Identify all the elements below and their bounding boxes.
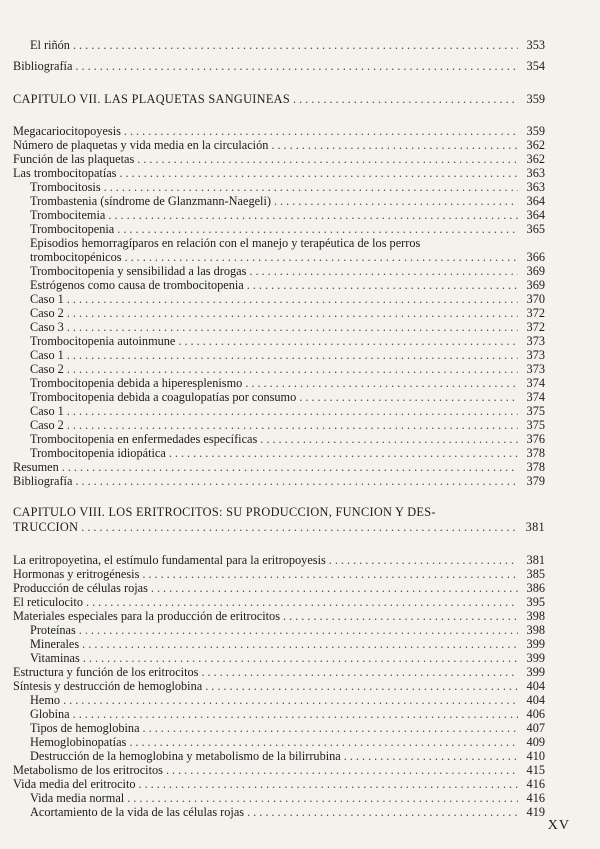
toc-entry-title: Trombocitopenia debida a coagulopatías por consumo xyxy=(30,390,297,404)
toc-entry-title: Caso 2 xyxy=(30,306,64,320)
toc-entry xyxy=(13,404,545,418)
dot-leader xyxy=(108,208,518,222)
toc-entry-title: Vida media del eritrocito xyxy=(13,777,136,791)
dot-leader xyxy=(119,166,518,180)
toc-entry-title: Hemoglobinopatías xyxy=(30,735,127,749)
dot-leader xyxy=(125,250,518,264)
dot-leader xyxy=(67,362,518,376)
toc-entry-page: 404 xyxy=(526,679,545,693)
dot-leader xyxy=(271,138,518,152)
toc-entry xyxy=(13,152,545,166)
toc-entry-title: Proteínas xyxy=(30,623,76,637)
toc-entry xyxy=(13,138,545,152)
toc-entry-page: 399 xyxy=(526,665,545,679)
toc-entry-page: 375 xyxy=(526,404,545,418)
toc-entry-page: 406 xyxy=(526,707,545,721)
toc-entry xyxy=(13,446,545,460)
toc-entry xyxy=(13,735,545,749)
toc-entry-title: Hemo xyxy=(30,693,61,707)
toc-entry-title: Función de las plaquetas xyxy=(13,152,135,166)
chapter-page: 359 xyxy=(526,92,545,106)
dot-leader xyxy=(166,763,518,777)
toc-entry-page: 416 xyxy=(526,777,545,791)
toc-entry-page: 373 xyxy=(526,362,545,376)
toc-entry-title: El reticulocito xyxy=(13,595,83,609)
toc-entry-title: Tipos de hemoglobina xyxy=(30,721,140,735)
toc-entry-title: Vitaminas xyxy=(30,651,80,665)
toc-entry xyxy=(13,749,545,763)
dot-leader xyxy=(299,390,518,404)
toc-entry xyxy=(13,264,545,278)
chapter-heading xyxy=(13,505,545,534)
toc-entry-title: Número de plaquetas y vida media en la circulación xyxy=(13,138,269,152)
dot-leader xyxy=(283,609,518,623)
dot-leader xyxy=(344,749,518,763)
toc-entry-page: 385 xyxy=(526,567,545,581)
toc-entry xyxy=(13,623,545,637)
dot-leader xyxy=(274,194,518,208)
chapter-8-entries xyxy=(13,553,545,819)
toc-entry-page: 398 xyxy=(526,623,545,637)
toc-entry-title: Caso 1 xyxy=(30,404,64,418)
chapter-heading xyxy=(13,92,545,106)
toc-entry-title: Destrucción de la hemoglobina y metabolismo de la bilirrubina xyxy=(30,749,341,763)
toc-entry-title: Trombocitopenia y sensibilidad a las drogas xyxy=(30,264,247,278)
chapter-title-line2: TRUCCION xyxy=(13,520,79,534)
dot-leader xyxy=(169,446,518,460)
toc-entry-title: Caso 2 xyxy=(30,418,64,432)
toc-entry-title: Materiales especiales para la producción de eritrocitos xyxy=(13,609,280,623)
dot-leader xyxy=(178,334,518,348)
dot-leader xyxy=(117,222,518,236)
toc-entry-title-line1: Episodios hemorragíparos en relación con el manejo y terapéutica de los perros xyxy=(30,236,421,250)
toc-entry xyxy=(13,777,545,791)
toc-entry-multiline xyxy=(13,236,545,264)
toc-entry-title: Estrógenos como causa de trombocitopenia xyxy=(30,278,244,292)
toc-entry-page: 419 xyxy=(526,805,545,819)
toc-entry-page: 404 xyxy=(526,693,545,707)
toc-entry-page: 364 xyxy=(526,194,545,208)
toc-entry xyxy=(13,805,545,819)
toc-entry xyxy=(13,679,545,693)
toc-entry-title: El riñón xyxy=(30,38,70,52)
toc-entry xyxy=(13,59,545,73)
dot-leader xyxy=(82,637,518,651)
toc-entry-title: Trombocitosis xyxy=(30,180,101,194)
toc-entry-page: 363 xyxy=(526,180,545,194)
dot-leader xyxy=(83,651,518,665)
dot-leader xyxy=(143,721,518,735)
toc-entry xyxy=(13,474,545,488)
toc-entry-title: Síntesis y destrucción de hemoglobina xyxy=(13,679,203,693)
toc-entry xyxy=(13,460,545,474)
toc-entry-title: Las trombocitopatías xyxy=(13,166,117,180)
toc-entry-page: 376 xyxy=(526,432,545,446)
toc-entry-page: 398 xyxy=(526,609,545,623)
dot-leader xyxy=(67,320,518,334)
toc-entry xyxy=(13,651,545,665)
toc-entry-page: 409 xyxy=(526,735,545,749)
toc-entry-title: Minerales xyxy=(30,637,80,651)
toc-entry xyxy=(13,292,545,306)
toc-entry xyxy=(13,693,545,707)
toc-entry-page: 379 xyxy=(526,474,545,488)
toc-entry-title: Acortamiento de la vida de las células rojas xyxy=(30,805,245,819)
toc-entry xyxy=(13,306,545,320)
toc-entry xyxy=(13,595,545,609)
dot-leader xyxy=(124,124,518,138)
toc-entry-title: Estructura y función de los eritrocitos xyxy=(13,665,199,679)
dot-leader xyxy=(260,432,518,446)
toc-entry xyxy=(13,362,545,376)
toc-entry-page: 366 xyxy=(526,250,545,264)
toc-entry xyxy=(13,637,545,651)
toc-entry-page: 362 xyxy=(526,138,545,152)
toc-entry-page: 415 xyxy=(526,763,545,777)
dot-leader xyxy=(127,791,518,805)
toc-entry-page: 416 xyxy=(526,791,545,805)
dot-leader xyxy=(75,59,518,73)
toc-entry-page: 364 xyxy=(526,208,545,222)
toc-entry-page: 374 xyxy=(526,376,545,390)
dot-leader xyxy=(73,38,518,52)
dot-leader xyxy=(75,474,518,488)
toc-entry-page: 354 xyxy=(526,59,545,73)
dot-leader xyxy=(245,376,518,390)
toc-entry-title: Trombastenia (síndrome de Glanzmann-Naegeli) xyxy=(30,194,271,208)
toc-entry-page: 359 xyxy=(526,124,545,138)
toc-entry-title: Metabolismo de los eritrocitos xyxy=(13,763,163,777)
toc-entry xyxy=(13,665,545,679)
toc-entry-title: Caso 1 xyxy=(30,292,64,306)
toc-entry-title: Bibliografía xyxy=(13,59,73,73)
dot-leader xyxy=(329,553,518,567)
dot-leader xyxy=(86,595,518,609)
chapter-title: CAPITULO VII. LAS PLAQUETAS SANGUINEAS xyxy=(13,92,290,106)
toc-entry-title: Trombocitopenia autoinmune xyxy=(30,334,176,348)
toc-entry-title: Resumen xyxy=(13,460,59,474)
toc-entry-title: Producción de células rojas xyxy=(13,581,148,595)
toc-entry xyxy=(13,320,545,334)
dot-leader xyxy=(137,152,518,166)
toc-entry xyxy=(13,791,545,805)
dot-leader xyxy=(67,404,518,418)
dot-leader xyxy=(81,520,518,534)
toc-entry-page: 369 xyxy=(526,278,545,292)
dot-leader xyxy=(139,777,518,791)
dot-leader xyxy=(67,292,518,306)
table-of-contents xyxy=(13,38,545,819)
toc-entry xyxy=(13,390,545,404)
dot-leader xyxy=(79,623,518,637)
toc-entry-title-line2: trombocitopénicos xyxy=(30,250,122,264)
dot-leader xyxy=(249,264,518,278)
toc-entry-page: 386 xyxy=(526,581,545,595)
toc-entry-title: Megacariocitopoyesis xyxy=(13,124,121,138)
toc-entry xyxy=(13,278,545,292)
page-folio: XV xyxy=(547,818,570,833)
toc-entry-page: 399 xyxy=(526,651,545,665)
dot-leader xyxy=(201,665,518,679)
toc-entry-title: Bibliografía xyxy=(13,474,73,488)
toc-entry xyxy=(13,166,545,180)
chapter-title-line1: CAPITULO VIII. LOS ERITROCITOS: SU PRODUCCION, FUNCION Y DES- xyxy=(13,505,436,519)
toc-entry xyxy=(13,124,545,138)
chapter-7-entries xyxy=(13,124,545,488)
toc-entry-page: 370 xyxy=(526,292,545,306)
toc-entry-page: 373 xyxy=(526,334,545,348)
toc-entry xyxy=(13,222,545,236)
toc-entry xyxy=(13,763,545,777)
toc-entry xyxy=(13,348,545,362)
toc-entry-page: 372 xyxy=(526,320,545,334)
dot-leader xyxy=(62,460,518,474)
toc-entry-page: 362 xyxy=(526,152,545,166)
toc-entry-page: 378 xyxy=(526,460,545,474)
toc-entry-page: 378 xyxy=(526,446,545,460)
toc-entry-title: Hormonas y eritrogénesis xyxy=(13,567,140,581)
toc-entry-title: Caso 2 xyxy=(30,362,64,376)
toc-entry xyxy=(13,609,545,623)
toc-entry xyxy=(13,721,545,735)
dot-leader xyxy=(293,92,518,106)
dot-leader xyxy=(67,306,518,320)
toc-entry-page: 407 xyxy=(526,721,545,735)
toc-entry xyxy=(13,376,545,390)
toc-entry-page: 373 xyxy=(526,348,545,362)
toc-entry-page: 353 xyxy=(526,38,545,52)
toc-entry xyxy=(13,567,545,581)
toc-entry-title: Trombocitemia xyxy=(30,208,106,222)
toc-entry-page: 381 xyxy=(526,553,545,567)
dot-leader xyxy=(151,581,518,595)
toc-entry xyxy=(13,707,545,721)
toc-entry-title: Caso 3 xyxy=(30,320,64,334)
toc-entry-page: 374 xyxy=(526,390,545,404)
dot-leader xyxy=(67,348,518,362)
toc-entry xyxy=(13,38,545,52)
toc-entry xyxy=(13,208,545,222)
toc-entry-title: Globina xyxy=(30,707,70,721)
toc-entry xyxy=(13,180,545,194)
toc-entry xyxy=(13,334,545,348)
toc-entry xyxy=(13,194,545,208)
dot-leader xyxy=(129,735,518,749)
toc-entry-title: Vida media normal xyxy=(30,791,125,805)
dot-leader xyxy=(104,180,518,194)
dot-leader xyxy=(142,567,518,581)
toc-entry-page: 372 xyxy=(526,306,545,320)
dot-leader xyxy=(247,278,518,292)
toc-entry xyxy=(13,432,545,446)
toc-entry-page: 399 xyxy=(526,637,545,651)
dot-leader xyxy=(205,679,518,693)
toc-entry-page: 365 xyxy=(526,222,545,236)
dot-leader xyxy=(73,707,518,721)
chapter-page: 381 xyxy=(525,520,545,534)
toc-entry xyxy=(13,418,545,432)
toc-entry-title: Trombocitopenia xyxy=(30,222,115,236)
toc-entry-title: Trombocitopenia debida a hiperesplenismo xyxy=(30,376,243,390)
toc-entry-title: La eritropoyetina, el estímulo fundamental para la eritropoyesis xyxy=(13,553,326,567)
dot-leader xyxy=(63,693,518,707)
toc-entry-title: Trombocitopenia en enfermedades específicas xyxy=(30,432,258,446)
toc-entry xyxy=(13,581,545,595)
dot-leader xyxy=(247,805,518,819)
toc-entry-title: Caso 1 xyxy=(30,348,64,362)
toc-entry-page: 363 xyxy=(526,166,545,180)
toc-entry-title: Trombocitopenia idiopática xyxy=(30,446,166,460)
toc-entry-page: 369 xyxy=(526,264,545,278)
toc-entry-page: 395 xyxy=(526,595,545,609)
toc-entry xyxy=(13,553,545,567)
dot-leader xyxy=(67,418,518,432)
toc-entry-page: 375 xyxy=(526,418,545,432)
toc-entry-page: 410 xyxy=(526,749,545,763)
